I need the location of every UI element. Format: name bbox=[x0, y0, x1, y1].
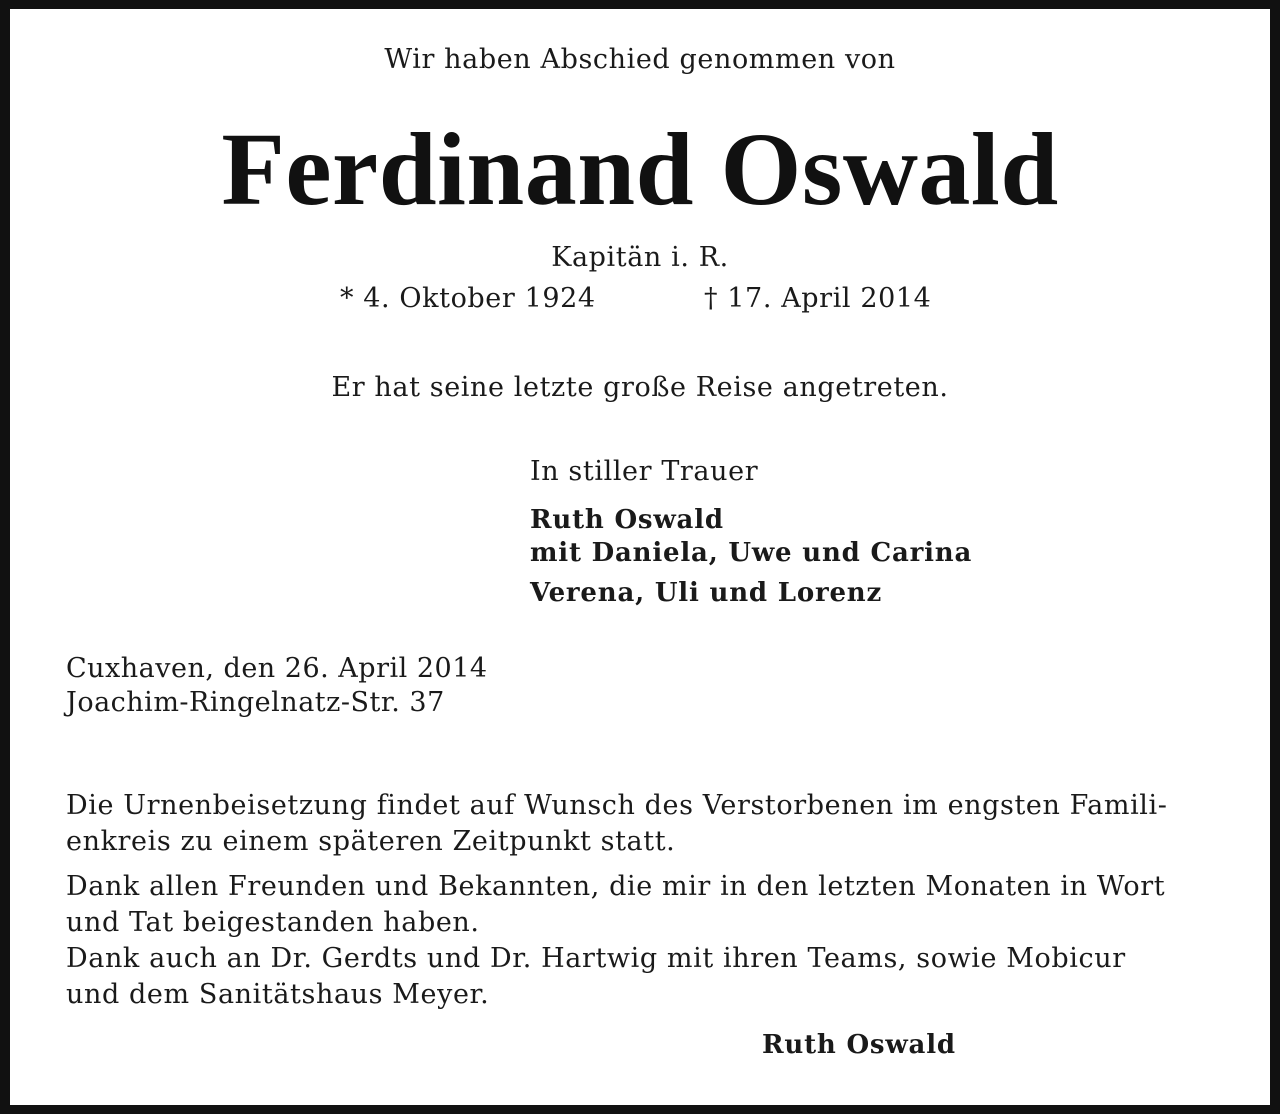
paragraph-line: Die Urnenbeisetzung findet auf Wunsch des Verstorbenen im engsten Famili- bbox=[66, 790, 1168, 821]
signature: Ruth Oswald bbox=[762, 1030, 956, 1060]
paragraph-line: und dem Sanitätshaus Meyer. bbox=[66, 979, 490, 1010]
place-and-date bbox=[66, 652, 488, 720]
date-line: Cuxhaven, den 26. April 2014 bbox=[66, 653, 488, 684]
paragraph-line: Dank auch an Dr. Gerdts und Dr. Hartwig mit ihren Teams, sowie Mobicur bbox=[66, 943, 1126, 974]
motto-text: Er hat seine letzte große Reise angetreten. bbox=[331, 372, 949, 403]
mourners-intro: In stiller Trauer bbox=[530, 456, 759, 487]
death-date: † 17. April 2014 bbox=[704, 283, 932, 314]
paragraph-line: Dank allen Freunden und Bekannten, die mir in den letzten Monaten in Wort bbox=[66, 871, 1166, 902]
burial-paragraph bbox=[66, 788, 1214, 860]
mourners-block bbox=[530, 458, 972, 610]
paragraph-line: enkreis zu einem späteren Zeitpunkt statt. bbox=[66, 826, 676, 857]
mourner-name: Verena, Uli und Lorenz bbox=[530, 578, 883, 608]
mourner-name: Ruth Oswald bbox=[530, 505, 724, 535]
birth-date: * 4. Oktober 1924 bbox=[340, 283, 596, 314]
deceased-title: Kapitän i. R. bbox=[551, 242, 729, 273]
deceased-name: Ferdinand Oswald bbox=[221, 112, 1059, 227]
address-line: Joachim-Ringelnatz-Str. 37 bbox=[66, 687, 445, 718]
paragraph-line: und Tat beigestanden haben. bbox=[66, 907, 480, 938]
mourner-name: mit Daniela, Uwe und Carina bbox=[530, 538, 973, 568]
thanks-paragraph bbox=[66, 869, 1214, 1013]
intro-text: Wir haben Abschied genommen von bbox=[384, 44, 896, 75]
